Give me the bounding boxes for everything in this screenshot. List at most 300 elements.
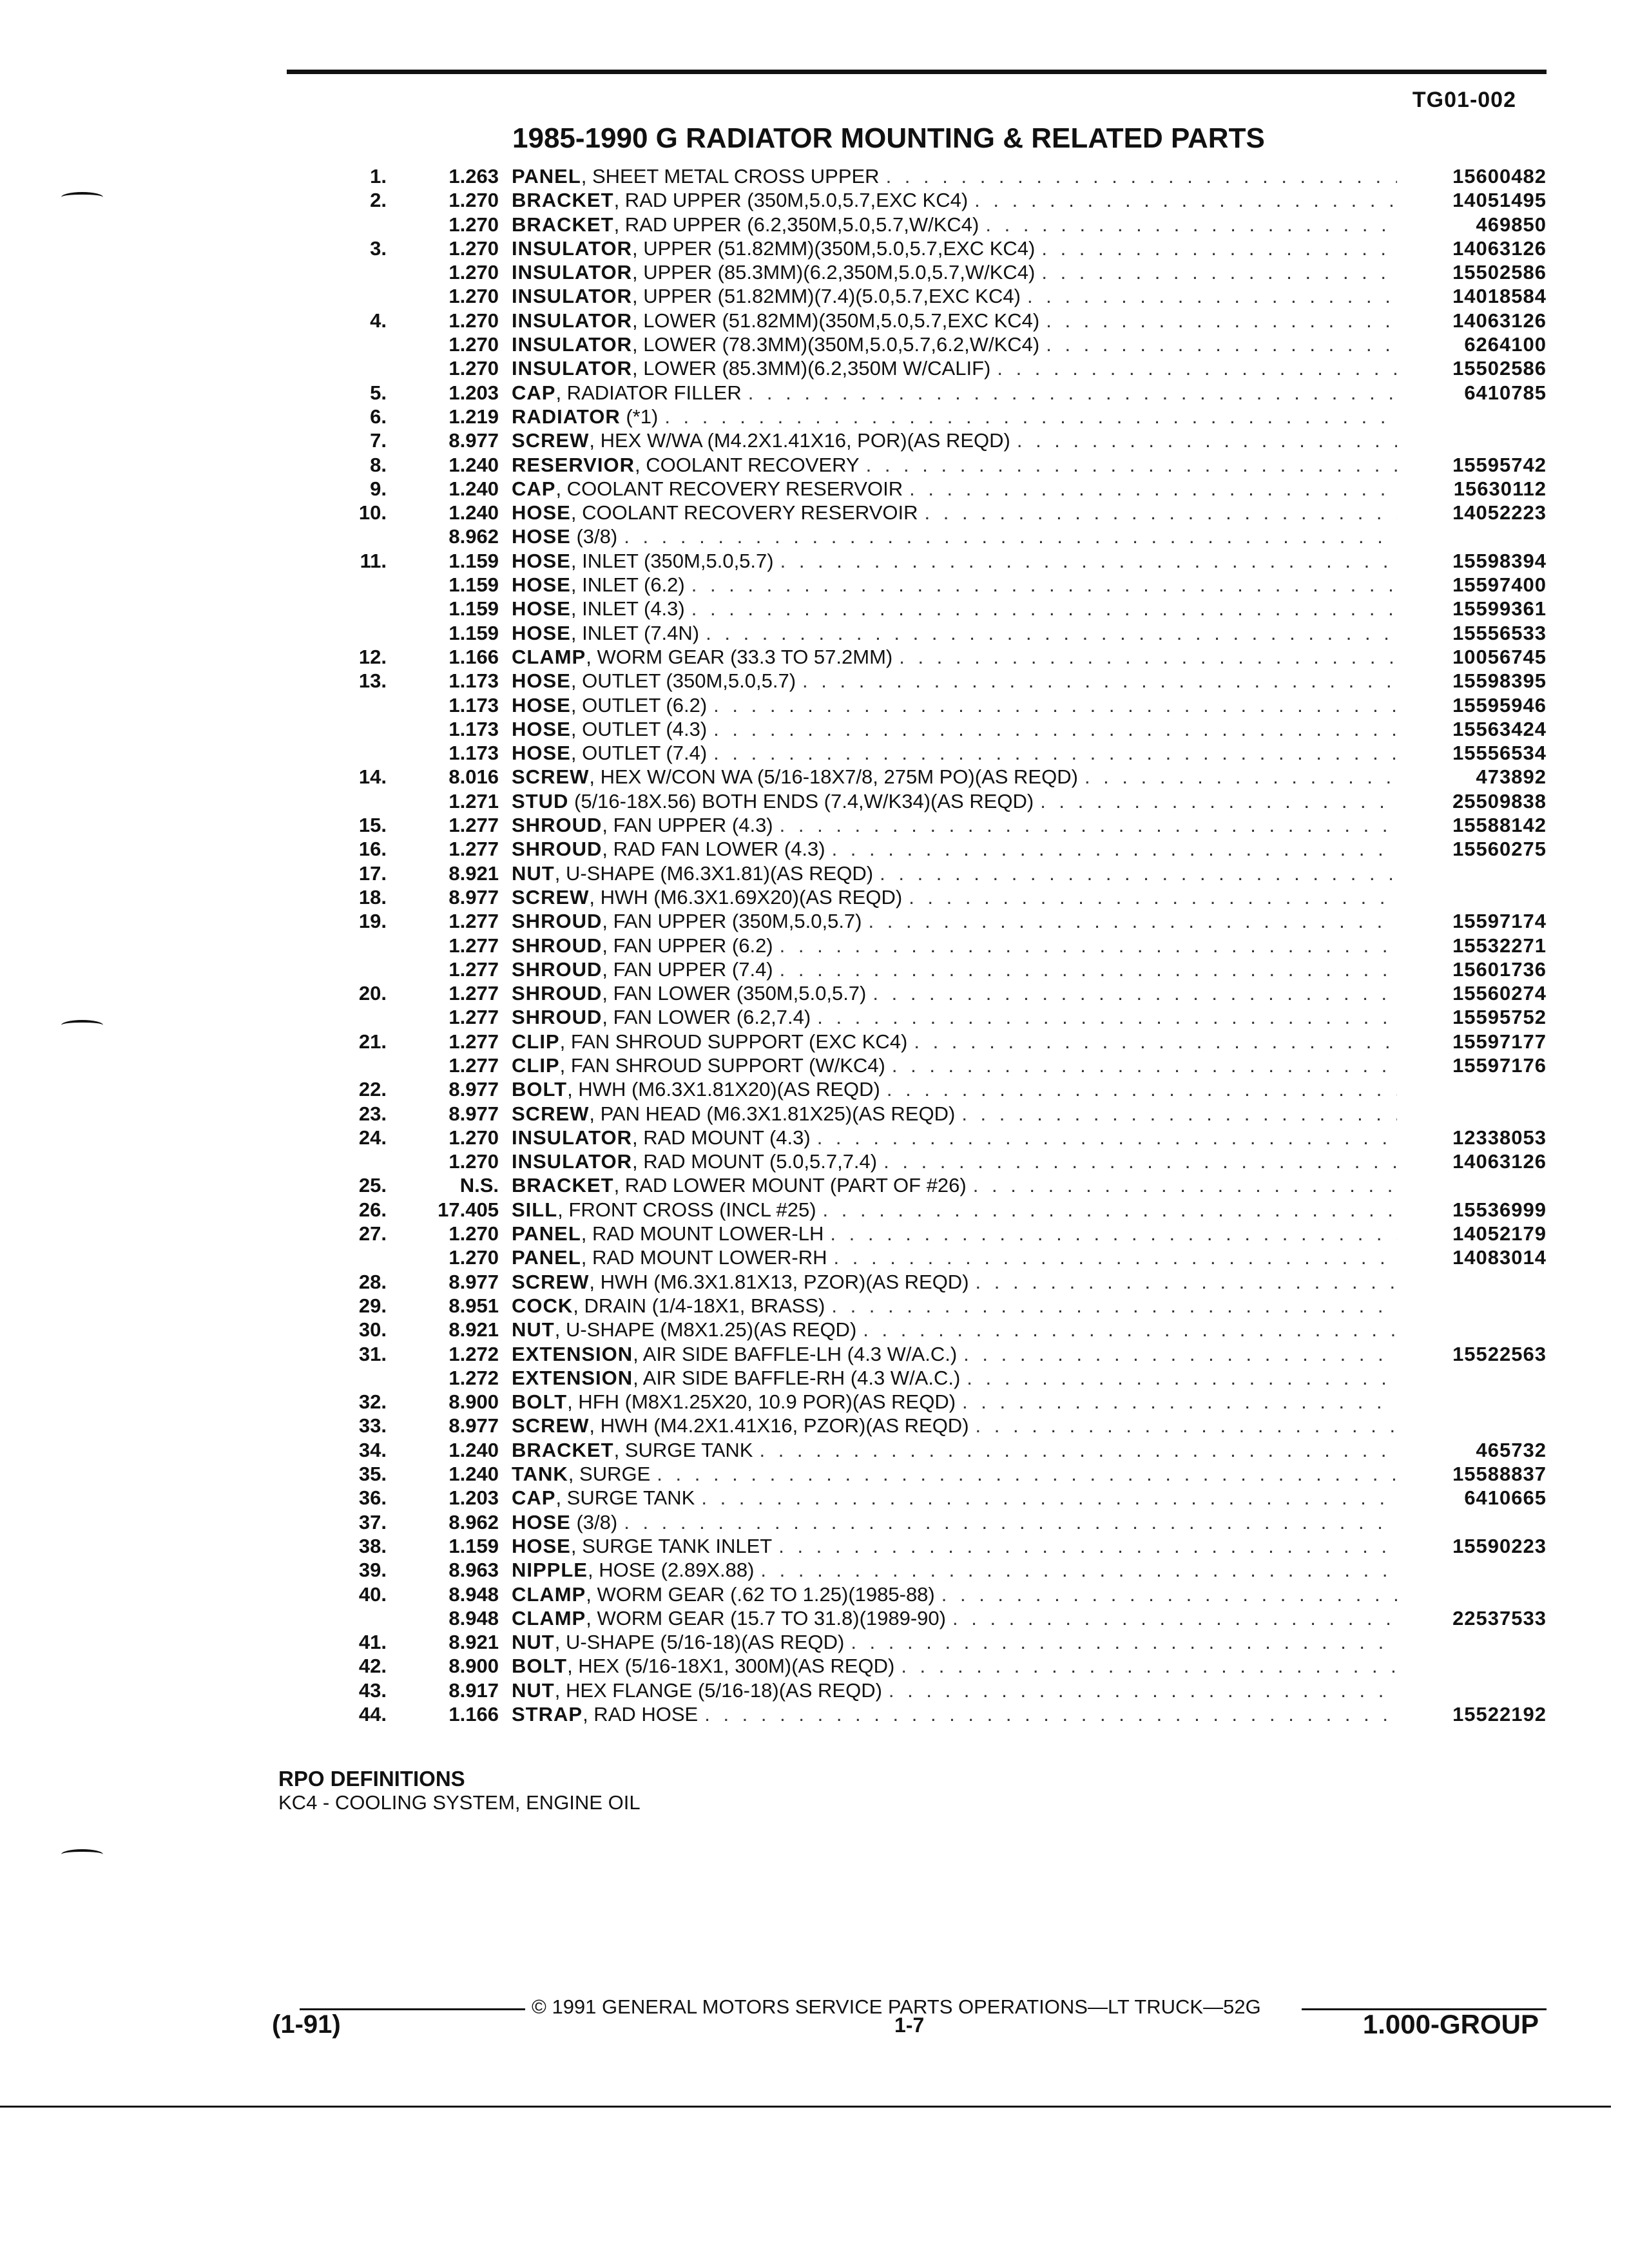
table-row <box>303 909 1547 933</box>
part-number: 15595752 <box>1452 1006 1547 1029</box>
part-detail: , RAD UPPER (6.2,350M,5.0,5.7,W/KC4) <box>613 213 979 236</box>
part-detail: , FAN LOWER (6.2,7.4) <box>602 1006 811 1029</box>
part-number: 15601736 <box>1452 957 1547 981</box>
table-row <box>303 1005 1547 1029</box>
part-number: 14083014 <box>1452 1246 1547 1269</box>
dot-leader <box>899 645 1397 669</box>
group-number: 1.272 <box>448 1366 499 1389</box>
table-row <box>303 861 1547 885</box>
table-row <box>303 1342 1547 1366</box>
table-row <box>303 597 1547 620</box>
part-detail: , RAD HOSE <box>583 1703 699 1725</box>
dot-leader <box>1084 765 1397 789</box>
description <box>512 1053 1405 1077</box>
table-row <box>303 1558 1547 1582</box>
description <box>512 1245 1405 1269</box>
group-number: 1.270 <box>448 333 499 356</box>
description <box>512 1126 1405 1149</box>
dot-leader <box>706 621 1397 645</box>
dot-leader <box>880 861 1397 885</box>
group-number: 1.159 <box>448 621 499 644</box>
table-row <box>303 332 1547 356</box>
dot-leader <box>830 1222 1397 1245</box>
group-number: 1.173 <box>448 742 499 765</box>
group-number: 8.977 <box>448 885 499 908</box>
item-number: 12. <box>358 645 387 668</box>
item-number: 18. <box>358 885 387 908</box>
part-detail: , WORM GEAR (15.7 TO 31.8)(1989-90) <box>586 1606 946 1629</box>
dot-leader <box>909 477 1397 501</box>
dot-leader <box>1027 284 1397 308</box>
part-number: 14052179 <box>1452 1222 1547 1245</box>
table-row <box>303 1149 1547 1173</box>
item-number: 8. <box>370 453 387 476</box>
description <box>512 453 1405 477</box>
part-name: SHROUD <box>512 957 602 981</box>
dot-leader <box>883 1149 1397 1173</box>
page-title: 1985-1990 G RADIATOR MOUNTING & RELATED PARTS <box>512 122 1265 154</box>
table-row <box>303 1390 1547 1414</box>
description <box>512 477 1405 501</box>
group-number: 1.263 <box>448 165 499 187</box>
part-number: 15597177 <box>1452 1030 1547 1053</box>
group-number: 1.277 <box>448 838 499 861</box>
item-number: 44. <box>358 1703 387 1725</box>
description <box>512 573 1405 597</box>
part-name: NUT <box>512 1318 555 1341</box>
part-detail: , LOWER (51.82MM)(350M,5.0,5.7,EXC KC4) <box>631 309 1040 332</box>
dot-leader <box>889 1678 1397 1702</box>
description <box>512 524 1405 548</box>
description <box>512 164 1405 188</box>
item-number: 35. <box>358 1463 387 1486</box>
part-number: 15630112 <box>1453 477 1547 500</box>
part-detail: , OUTLET (350M,5.0,5.7) <box>570 669 796 693</box>
dot-leader <box>760 1558 1397 1582</box>
dot-leader <box>657 1462 1397 1486</box>
part-detail: , UPPER (51.82MM)(350M,5.0,5.7,EXC KC4) <box>631 236 1036 260</box>
part-detail: , FAN SHROUD SUPPORT (EXC KC4) <box>559 1030 908 1053</box>
part-name: BOLT <box>512 1078 568 1101</box>
part-detail: , U-SHAPE (M6.3X1.81)(AS REQD) <box>554 861 874 885</box>
description <box>512 1534 1405 1558</box>
part-detail: , FAN UPPER (4.3) <box>602 814 773 837</box>
part-number: 15560275 <box>1452 838 1547 861</box>
table-row <box>303 1270 1547 1294</box>
part-name: SCREW <box>512 1270 590 1293</box>
group-number: 1.173 <box>448 717 499 740</box>
part-number: 15588837 <box>1452 1463 1547 1486</box>
part-name: INSULATOR <box>512 1150 632 1173</box>
part-detail: , SHEET METAL CROSS UPPER <box>581 165 880 187</box>
description <box>512 1270 1405 1294</box>
dot-leader <box>704 1702 1397 1726</box>
part-number: 6410665 <box>1464 1486 1547 1510</box>
description <box>512 789 1405 813</box>
group-number: 8.900 <box>448 1390 499 1414</box>
part-number: 10056745 <box>1452 645 1547 668</box>
item-number: 34. <box>358 1438 387 1461</box>
dot-leader <box>851 1630 1397 1654</box>
dot-leader <box>713 741 1397 765</box>
part-number: 473892 <box>1476 765 1547 789</box>
part-detail: , OUTLET (4.3) <box>570 717 708 740</box>
dot-leader <box>834 1245 1397 1269</box>
dot-leader <box>1046 309 1397 332</box>
part-detail: , SURGE TANK INLET <box>570 1534 773 1557</box>
description <box>512 1702 1405 1726</box>
description <box>512 381 1405 405</box>
part-detail: , HEX W/WA (M4.2X1.41X16, POR)(AS REQD) <box>589 429 1010 452</box>
group-number: 1.277 <box>448 957 499 981</box>
description <box>512 741 1405 765</box>
dot-leader <box>691 597 1397 620</box>
table-row <box>303 789 1547 813</box>
part-detail: , LOWER (78.3MM)(350M,5.0,5.7,6.2,W/KC4) <box>631 333 1040 356</box>
table-row <box>303 1077 1547 1101</box>
description <box>512 1366 1405 1390</box>
part-name: BRACKET <box>512 189 614 212</box>
part-detail: , FAN UPPER (6.2) <box>602 934 773 957</box>
part-detail: , SURGE <box>568 1463 651 1486</box>
table-row <box>303 188 1547 212</box>
group-number: 17.405 <box>438 1198 499 1221</box>
dot-leader <box>941 1582 1397 1606</box>
description <box>512 837 1405 861</box>
description <box>512 1198 1405 1222</box>
description <box>512 597 1405 620</box>
item-number: 15. <box>358 814 387 837</box>
part-detail: , INLET (350M,5.0,5.7) <box>570 549 774 572</box>
group-number: 1.270 <box>448 1150 499 1173</box>
table-row <box>303 213 1547 236</box>
item-number: 39. <box>358 1559 387 1582</box>
part-number: 469850 <box>1476 213 1547 236</box>
part-detail: , FAN SHROUD SUPPORT (W/KC4) <box>559 1053 885 1077</box>
description <box>512 861 1405 885</box>
dot-leader <box>1041 236 1397 260</box>
parts-table <box>303 164 1547 1726</box>
part-name: INSULATOR <box>512 333 632 356</box>
group-number: 1.270 <box>448 213 499 236</box>
group-number: 8.016 <box>448 765 499 789</box>
item-number: 16. <box>358 838 387 861</box>
group-number: 1.240 <box>448 1463 499 1486</box>
part-name: NUT <box>512 861 555 885</box>
part-name: HOSE <box>512 1534 571 1557</box>
part-number: 15599361 <box>1452 597 1547 620</box>
part-detail: , RAD UPPER (350M,5.0,5.7,EXC KC4) <box>613 189 969 212</box>
group-number: 1.270 <box>448 357 499 380</box>
description <box>512 981 1405 1005</box>
item-number: 4. <box>370 309 387 332</box>
part-detail: , OUTLET (7.4) <box>570 742 708 765</box>
part-name: EXTENSION <box>512 1366 633 1389</box>
description <box>512 213 1405 236</box>
margin-mark <box>61 1849 103 1860</box>
part-name: CLAMP <box>512 645 586 668</box>
dot-leader <box>976 1270 1397 1294</box>
part-name: EXTENSION <box>512 1342 633 1365</box>
part-name: HOSE <box>512 693 571 716</box>
group-number: 1.159 <box>448 573 499 597</box>
item-number: 17. <box>358 861 387 885</box>
part-name: INSULATOR <box>512 285 632 308</box>
part-number: 15556533 <box>1452 621 1547 644</box>
part-detail: , HEX W/CON WA (5/16-18X7/8, 275M PO)(AS REQD) <box>589 765 1078 789</box>
group-number: 1.240 <box>448 477 499 500</box>
part-number: 15522192 <box>1452 1703 1547 1725</box>
part-detail: , RAD LOWER MOUNT (PART OF #26) <box>613 1174 967 1197</box>
dot-leader <box>863 1318 1397 1341</box>
part-detail: (*1) <box>620 405 659 428</box>
group-number: 1.277 <box>448 814 499 837</box>
dot-leader <box>713 693 1397 717</box>
part-name: SHROUD <box>512 1006 602 1029</box>
footer-page-number: 1-7 <box>894 2013 925 2037</box>
group-number: 1.240 <box>448 453 499 476</box>
group-number: 8.921 <box>448 1318 499 1341</box>
table-row <box>303 1294 1547 1318</box>
group-number: 1.270 <box>448 285 499 308</box>
dot-leader <box>869 909 1398 933</box>
item-number: 5. <box>370 381 387 404</box>
group-number: 8.948 <box>448 1582 499 1606</box>
group-number: 1.219 <box>448 405 499 428</box>
dot-leader <box>664 405 1397 428</box>
group-number: 8.917 <box>448 1678 499 1702</box>
part-detail: , FAN UPPER (350M,5.0,5.7) <box>602 910 862 933</box>
table-row <box>303 837 1547 861</box>
description <box>512 621 1405 645</box>
dot-leader <box>823 1198 1397 1222</box>
dot-leader <box>997 356 1397 380</box>
part-name: HOSE <box>512 549 571 572</box>
description <box>512 260 1405 284</box>
group-number: 1.277 <box>448 1053 499 1077</box>
table-row <box>303 1053 1547 1077</box>
part-detail: , HWH (M4.2X1.41X16, PZOR)(AS REQD) <box>589 1414 969 1437</box>
table-row <box>303 405 1547 428</box>
description <box>512 1462 1405 1486</box>
group-number: 1.240 <box>448 1438 499 1461</box>
part-number: 15598395 <box>1452 669 1547 693</box>
description <box>512 1102 1405 1126</box>
part-detail: , WORM GEAR (33.3 TO 57.2MM) <box>586 645 893 668</box>
part-name: CLIP <box>512 1030 560 1053</box>
part-detail: , COOLANT RECOVERY <box>635 453 860 476</box>
dot-leader <box>817 1126 1397 1149</box>
part-number: 14063126 <box>1452 236 1547 260</box>
table-row <box>303 1462 1547 1486</box>
group-number: 8.951 <box>448 1294 499 1317</box>
table-row <box>303 981 1547 1005</box>
description <box>512 284 1405 308</box>
dot-leader <box>925 501 1398 524</box>
table-row <box>303 813 1547 837</box>
group-number: 1.271 <box>448 789 499 812</box>
table-row <box>303 669 1547 693</box>
item-number: 3. <box>370 236 387 260</box>
rpo-definition-kc4: KC4 - COOLING SYSTEM, ENGINE OIL <box>278 1791 641 1814</box>
part-number: 15598394 <box>1452 549 1547 572</box>
group-number: 8.977 <box>448 1078 499 1101</box>
part-number: 15600482 <box>1452 165 1547 187</box>
description <box>512 1294 1405 1318</box>
item-number: 30. <box>358 1318 387 1341</box>
description <box>512 1678 1405 1702</box>
part-name: SCREW <box>512 1414 590 1437</box>
description <box>512 549 1405 573</box>
table-row <box>303 1318 1547 1341</box>
description <box>512 405 1405 428</box>
description <box>512 1414 1405 1437</box>
group-number: 1.159 <box>448 1534 499 1557</box>
part-name: NIPPLE <box>512 1559 588 1582</box>
part-name: HOSE <box>512 525 571 548</box>
table-row <box>303 549 1547 573</box>
table-row <box>303 284 1547 308</box>
table-row <box>303 1126 1547 1149</box>
table-row <box>303 1366 1547 1390</box>
part-name: HOSE <box>512 573 571 597</box>
group-number: 1.270 <box>448 1126 499 1149</box>
dot-leader <box>1040 789 1397 813</box>
dot-leader <box>963 1342 1397 1366</box>
item-number: 28. <box>358 1270 387 1293</box>
description <box>512 1342 1405 1366</box>
part-name: INSULATOR <box>512 261 632 284</box>
dot-leader <box>624 1510 1397 1534</box>
item-number: 33. <box>358 1414 387 1437</box>
group-number: 8.921 <box>448 861 499 885</box>
part-name: BOLT <box>512 1655 568 1678</box>
footer-group: 1.000-GROUP <box>1362 2009 1539 2039</box>
part-detail: , OUTLET (6.2) <box>570 693 708 716</box>
part-number: 15563424 <box>1452 717 1547 740</box>
part-name: STRAP <box>512 1703 583 1725</box>
part-name: INSULATOR <box>512 309 632 332</box>
part-name: CLAMP <box>512 1582 586 1606</box>
part-number: 15556534 <box>1452 742 1547 765</box>
description <box>512 669 1405 693</box>
part-detail: (3/8) <box>570 1510 618 1533</box>
part-detail: (5/16-18X.56) BOTH ENDS (7.4,W/K34)(AS REQD) <box>568 789 1034 812</box>
table-row <box>303 236 1547 260</box>
dot-leader <box>962 1390 1397 1414</box>
item-number: 14. <box>358 765 387 789</box>
part-number: 12338053 <box>1452 1126 1547 1149</box>
part-detail: , RADIATOR FILLER <box>555 381 742 404</box>
table-row <box>303 885 1547 909</box>
part-detail: , HWH (M6.3X1.69X20)(AS REQD) <box>589 885 903 908</box>
dot-leader <box>1017 428 1397 452</box>
part-number: 14051495 <box>1452 189 1547 212</box>
description <box>512 1510 1405 1534</box>
part-name: HOSE <box>512 621 571 644</box>
part-name: SCREW <box>512 1102 590 1125</box>
bottom-rule <box>0 2106 1611 2108</box>
description <box>512 428 1405 452</box>
item-number: 41. <box>358 1631 387 1654</box>
description <box>512 1390 1405 1414</box>
dot-leader <box>817 1005 1397 1029</box>
group-number: 1.270 <box>448 1222 499 1245</box>
item-number: 25. <box>358 1174 387 1197</box>
part-number: 15502586 <box>1452 357 1547 380</box>
part-name: SHROUD <box>512 910 602 933</box>
part-number: 14018584 <box>1452 285 1547 308</box>
part-detail: , SURGE TANK <box>613 1438 753 1461</box>
part-name: PANEL <box>512 1222 581 1245</box>
part-name: SHROUD <box>512 838 602 861</box>
item-number: 32. <box>358 1390 387 1414</box>
part-detail: , HOSE (2.89X.88) <box>587 1559 755 1582</box>
description <box>512 236 1405 260</box>
part-name: SHROUD <box>512 814 602 837</box>
dot-leader <box>778 1534 1397 1558</box>
group-number: N.S. <box>459 1174 499 1197</box>
table-row <box>303 645 1547 669</box>
part-name: BOLT <box>512 1390 568 1414</box>
description <box>512 1005 1405 1029</box>
table-row <box>303 621 1547 645</box>
part-name: HOSE <box>512 669 571 693</box>
table-row <box>303 1102 1547 1126</box>
part-detail: , RAD MOUNT LOWER-RH <box>581 1246 827 1269</box>
description <box>512 957 1405 981</box>
dot-leader <box>872 981 1397 1005</box>
part-detail: , AIR SIDE BAFFLE-LH (4.3 W/A.C.) <box>633 1342 958 1365</box>
group-number: 1.240 <box>448 501 499 524</box>
part-name: NUT <box>512 1631 555 1654</box>
part-number: 6264100 <box>1464 333 1547 356</box>
part-number: 15560274 <box>1452 982 1547 1005</box>
dot-leader <box>831 1294 1397 1318</box>
dot-leader <box>974 188 1397 212</box>
description <box>512 645 1405 669</box>
group-number: 8.963 <box>448 1559 499 1582</box>
item-number: 37. <box>358 1510 387 1533</box>
description <box>512 885 1405 909</box>
table-row <box>303 1486 1547 1510</box>
part-detail: , U-SHAPE (5/16-18)(AS REQD) <box>554 1631 845 1654</box>
description <box>512 765 1405 789</box>
item-number: 23. <box>358 1102 387 1125</box>
group-number: 1.277 <box>448 934 499 957</box>
dot-leader <box>624 524 1397 548</box>
item-number: 11. <box>360 549 387 572</box>
table-row <box>303 693 1547 717</box>
part-name: SCREW <box>512 429 590 452</box>
description <box>512 1438 1405 1462</box>
rpo-heading: RPO DEFINITIONS <box>278 1767 465 1791</box>
dot-leader <box>780 934 1397 957</box>
margin-mark <box>61 1020 103 1030</box>
part-name: TANK <box>512 1463 568 1486</box>
part-name: PANEL <box>512 1246 581 1269</box>
table-row <box>303 717 1547 741</box>
description <box>512 501 1405 524</box>
part-detail: , HEX (5/16-18X1, 300M)(AS REQD) <box>567 1655 895 1678</box>
description <box>512 188 1405 212</box>
dot-leader <box>901 1654 1397 1678</box>
part-number: 14052223 <box>1452 501 1547 524</box>
table-row <box>303 1534 1547 1558</box>
dot-leader <box>832 837 1397 861</box>
item-number: 40. <box>358 1582 387 1606</box>
description <box>512 1149 1405 1173</box>
